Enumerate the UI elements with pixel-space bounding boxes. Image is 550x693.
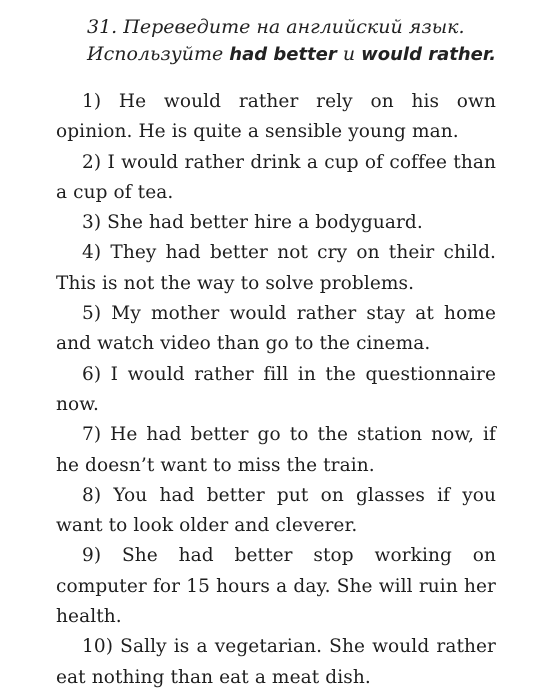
answer-item-5: 5) My mother would rather stay at home and watch video than go to the cinema. (56, 303, 496, 355)
answer-item-9: 9) She had better stop working on computer for 15 hours a day. She will ruin her health. (56, 545, 496, 628)
answer-item-2: 2) I would rather drink a cup of coffee than a cup of tea. (56, 151, 496, 203)
answer-item-1: 1) He would rather rely on his own opinion. He is quite a sensible young man. (56, 91, 496, 143)
phrase-would-rather: would rather. (361, 44, 497, 65)
answer-item-7: 7) He had better go to the station now, if he doesn’t want to miss the train. (56, 424, 496, 476)
answer-item-3: 3) She had better hire a bodyguard. (82, 212, 423, 234)
task-instruction (87, 14, 507, 68)
answer-list (56, 87, 496, 693)
answer-item-4: 4) They had better not cry on their child. This is not the way to solve problems. (56, 242, 496, 294)
phrase-had-better: had better (229, 44, 337, 65)
task-connector: и (342, 43, 356, 65)
answer-item-8: 8) You had better put on glasses if you want to look older and cleverer. (56, 484, 496, 537)
task-number: 31. (87, 16, 118, 38)
answer-item-10: 10) Sally is a vegetarian. She would rather eat nothing than eat a meat dish. (56, 636, 496, 688)
answer-item-6: 6) I would rather fill in the questionnaire now. (56, 363, 496, 415)
task-instruction-text: Переведите на английский язык. Используйте (87, 16, 465, 65)
